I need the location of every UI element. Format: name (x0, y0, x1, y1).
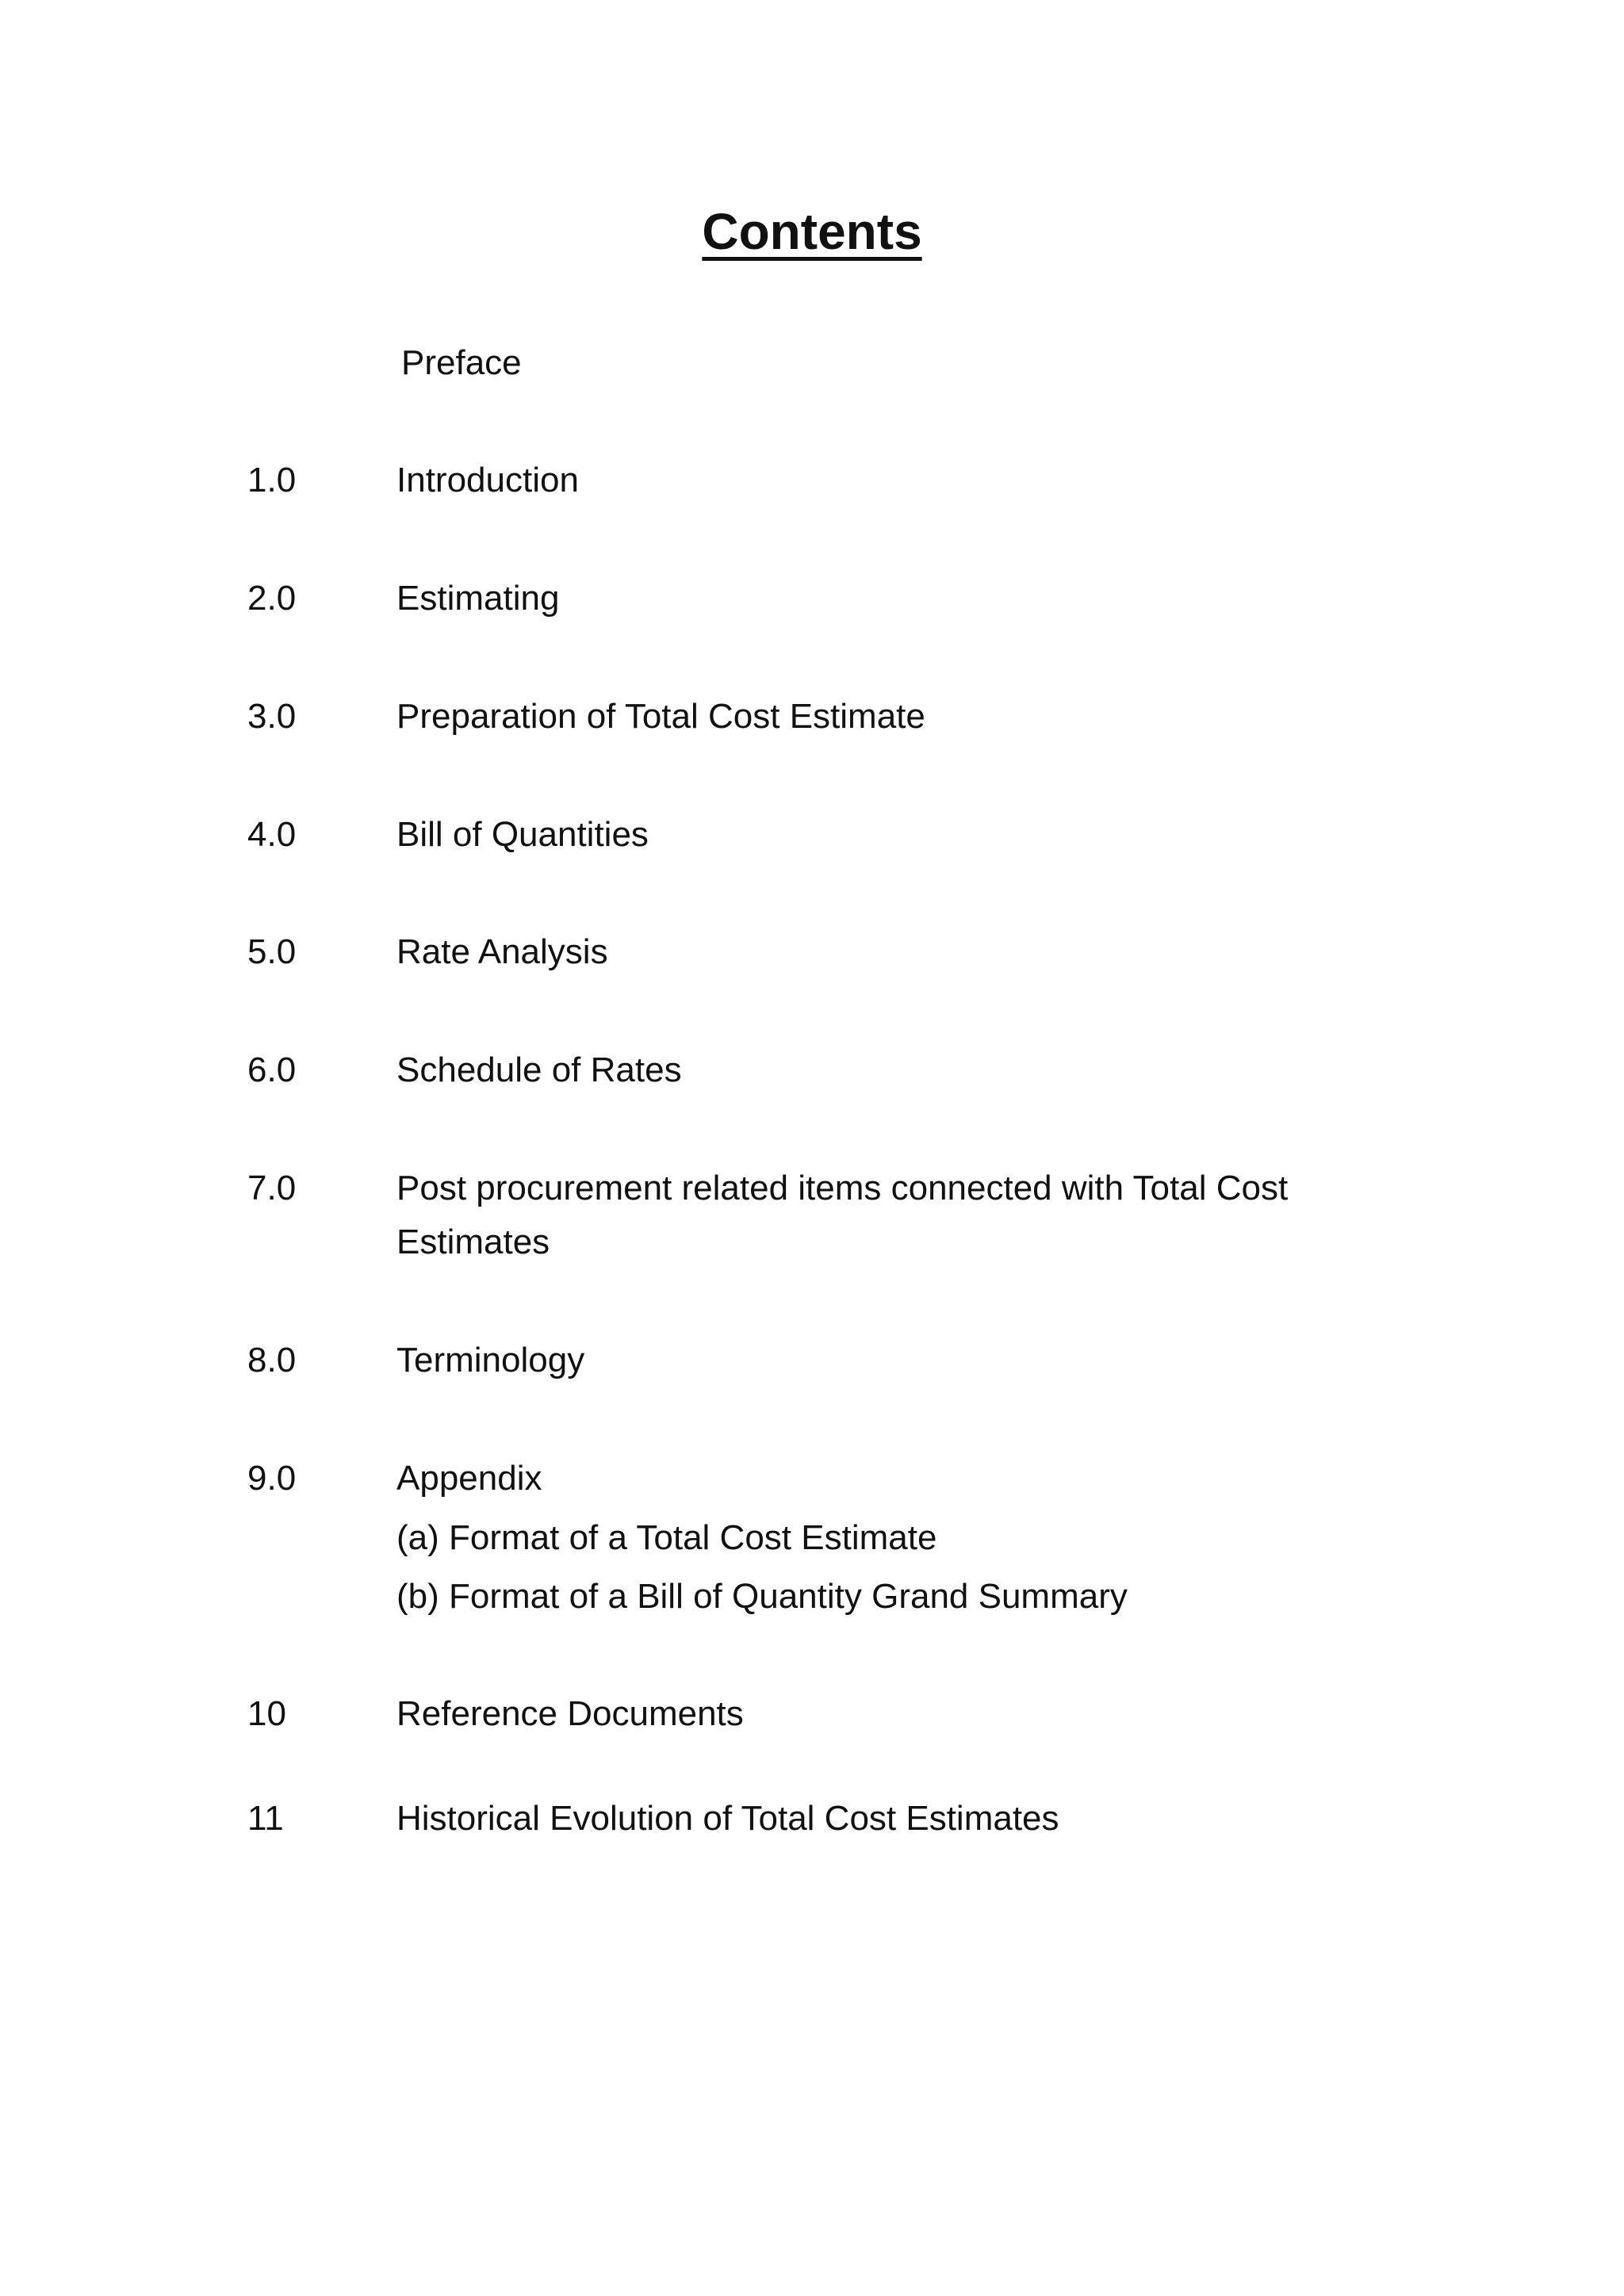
toc-entry-number: 7.0 (247, 1169, 297, 1207)
toc-entry-label: Reference Documents (396, 1694, 744, 1733)
toc-entry-number: 10 (247, 1694, 286, 1733)
toc-entry-label: Preparation of Total Cost Estimate (396, 697, 925, 736)
page-title: Contents (702, 203, 922, 260)
toc-subentry: (a) Format of a Total Cost Estimate (396, 1518, 937, 1557)
toc-entry-number: 8.0 (247, 1341, 297, 1380)
toc-entry-label: Schedule of Rates (396, 1050, 682, 1089)
toc-entry-label: Bill of Quantities (396, 815, 649, 854)
toc-entry-label: Appendix (396, 1459, 542, 1498)
toc-entry-number: 3.0 (247, 697, 297, 736)
toc-entry-label: Terminology (396, 1341, 585, 1380)
toc-entry-number: 11 (247, 1799, 284, 1838)
toc-entry-label: Estimating (396, 579, 560, 618)
toc-entry-number: 4.0 (247, 815, 297, 854)
toc-entry-number: 1.0 (247, 461, 297, 499)
toc-entry-label: Preface (401, 343, 522, 382)
toc-subentry: (b) Format of a Bill of Quantity Grand Summary (396, 1577, 1128, 1616)
toc-entry-label-line: Estimates (396, 1223, 550, 1261)
toc-entry-number: 2.0 (247, 579, 297, 618)
toc-entry-label (396, 1161, 1427, 1269)
toc-entry-number: 5.0 (247, 932, 297, 971)
toc-entry-number: 9.0 (247, 1459, 297, 1498)
toc-entry-label: Rate Analysis (396, 932, 608, 971)
toc-entry-label-line: Post procurement related items connected with Total Cost (396, 1169, 1289, 1207)
toc-entry-number: 6.0 (247, 1050, 297, 1089)
toc-entry-label: Historical Evolution of Total Cost Estimates (396, 1799, 1059, 1838)
toc-entry-label: Introduction (396, 461, 579, 499)
